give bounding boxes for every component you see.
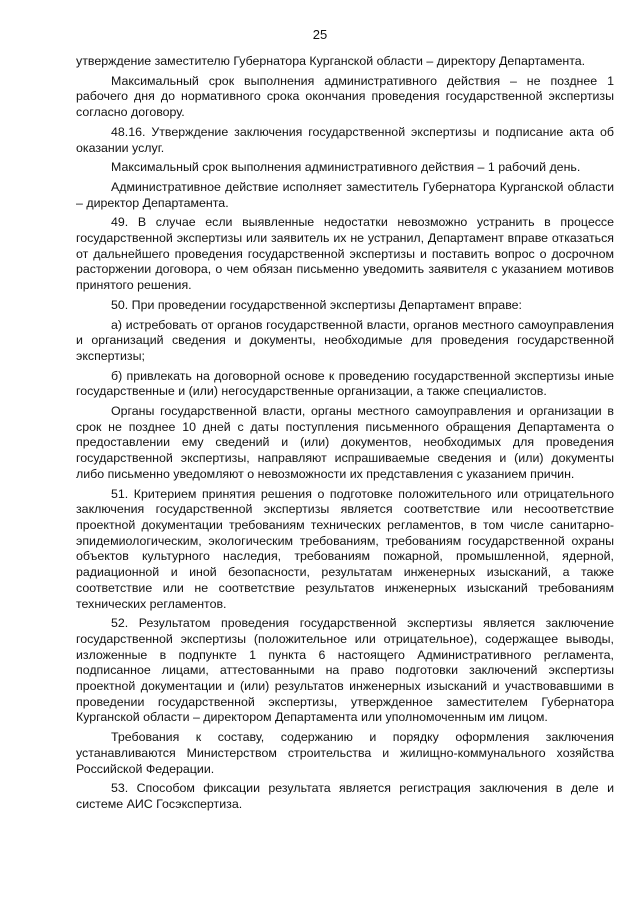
paragraph: 49. В случае если выявленные недостатки невозможно устранить в процессе государственной экспертизы или заявитель их не устранил, Департамент вправе отказаться от дальнейшего проведения государственной экспертизы и поставить вопрос о досрочном расторжении договора, о чем обязан письменно уведомить заявителя с указанием мотивов принятого решения. bbox=[76, 215, 614, 293]
document-body bbox=[76, 54, 614, 813]
paragraph: 53. Способом фиксации результата является регистрация заключения в деле и системе АИС Госэкспертиза. bbox=[76, 781, 614, 811]
paragraph: а) истребовать от органов государственной власти, органов местного самоуправления и организаций сведения и документы, необходимые для проведения государственной экспертизы; bbox=[76, 317, 614, 363]
paragraph: 51. Критерием принятия решения о подготовке положительного или отрицательного заключения государственной экспертизы является соответствие или несоответствие проектной документации требованиям технических регламентов, в том числе санитарно-эпидемиологическим, экологическим требованиям, требованиям государственной охраны объектов культурного наследия, требованиям пожарной, промышленной, ядерной, радиационной и иной безопасности, результатам инженерных изысканий, а также соответствие или не соответствие результатов инженерных изысканий требованиям технических регламентов. bbox=[76, 486, 614, 611]
paragraph: б) привлекать на договорной основе к проведению государственной экспертизы иные государственные и (или) негосударственные организации, а также специалистов. bbox=[76, 368, 614, 399]
paragraph: 52. Результатом проведения государственной экспертизы является заключение государственной экспертизы (положительное или отрицательное), содержащее выводы, изложенные в подпункте 1 пункта 6 настоящего Административного регламента, подписанное лицами, аттестованными на право подготовки заключений экспертизы проектной документации и (или) результатов инженерных изысканий и участвовавшими в проведении государственной экспертизы, утвержденное заместителем Губернатора Курганской области – директором Департамента или уполномоченным им лицом. bbox=[76, 616, 614, 725]
paragraph: 50. При проведении государственной экспертизы Департамент вправе: bbox=[111, 297, 522, 312]
page-number: 25 bbox=[312, 27, 328, 42]
paragraph: Органы государственной власти, органы местного самоуправления и организации в срок не позднее 10 дней с даты поступления письменного обращения Департамента о предоставлении ему сведений и (или) документов, необходимых для проведения государственной экспертизы, направляют испрашиваемые сведения и (или) документы либо письменно уведомляют о невозможности их представления с указанием причин. bbox=[76, 404, 614, 481]
paragraph: 48.16. Утверждение заключения государственной экспертизы и подписание акта об оказании услуг. bbox=[76, 124, 614, 155]
paragraph: утверждение заместителю Губернатора Курганской области – директору Департамента. bbox=[76, 54, 586, 68]
paragraph: Максимальный срок выполнения административного действия – 1 рабочий день. bbox=[111, 160, 581, 175]
paragraph: Максимальный срок выполнения административного действия – не позднее 1 рабочего дня до нормативного срока окончания проведения государственной экспертизы согласно договору. bbox=[76, 73, 614, 120]
paragraph: Административное действие исполняет заместитель Губернатора Курганской области – директор Департамента. bbox=[76, 179, 614, 210]
paragraph: Требования к составу, содержанию и порядку оформления заключения устанавливаются Министерством строительства и жилищно-коммунального хозяйства Российской Федерации. bbox=[76, 730, 614, 776]
